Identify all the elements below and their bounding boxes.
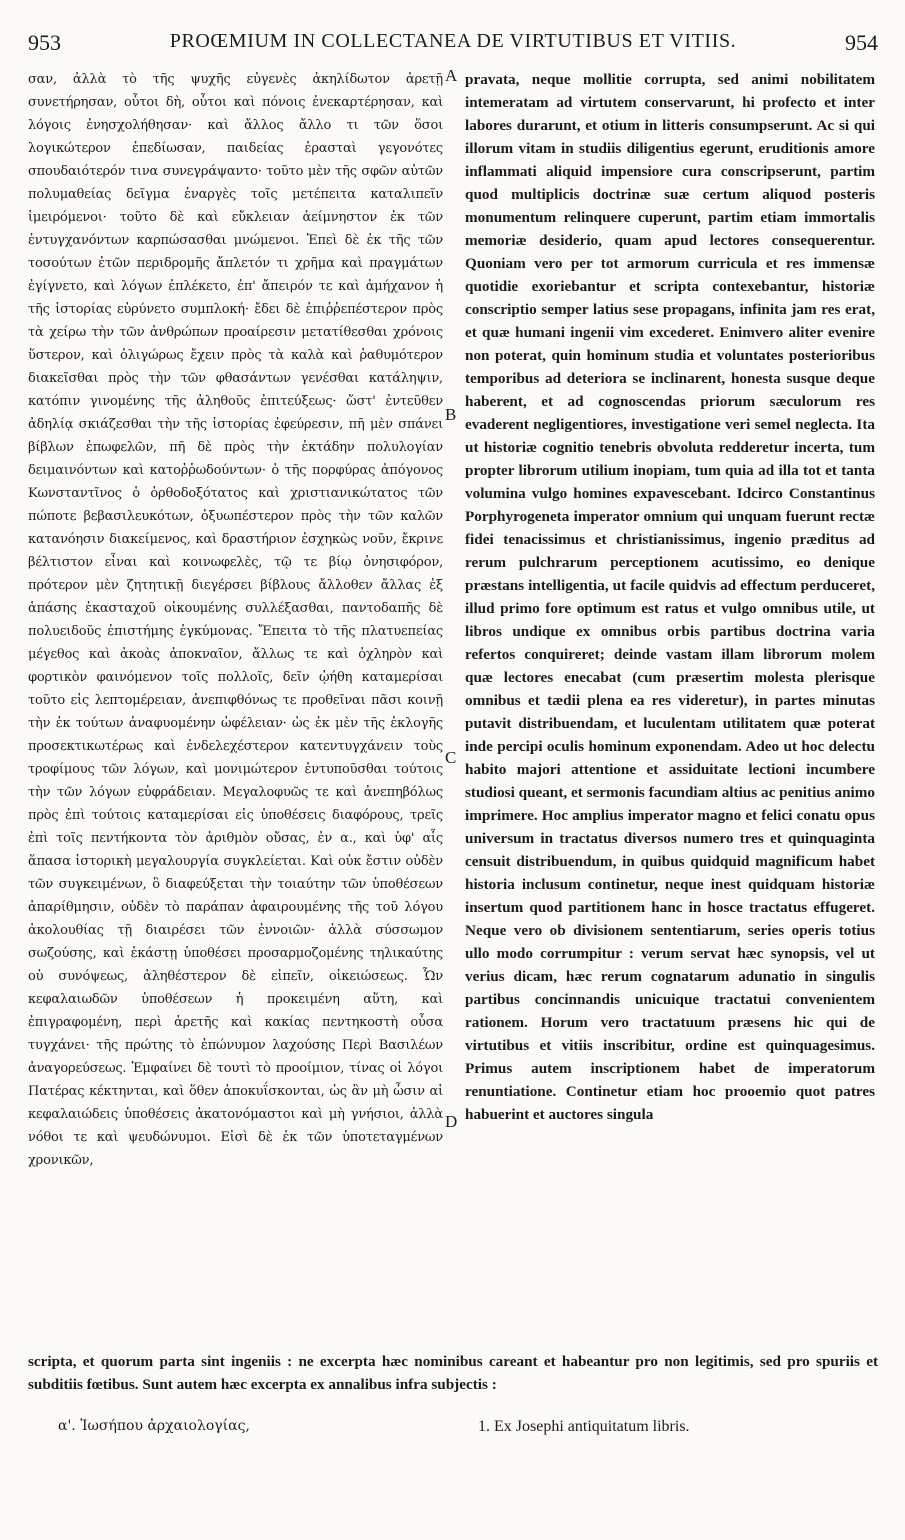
page-number-left: 953: [28, 30, 61, 55]
margin-marker-c: C: [445, 748, 457, 767]
latin-continuation-text: scripta, et quorum parta sint ingeniis : ne excerpta hæc nominibus careant et habeantur pro non legitimis, sed pro spuriis et subditiis fœtibus. Sunt autem hæc excerpta ex annalibus infra subjectis :: [28, 1353, 878, 1393]
latin-list-item: 1. Ex Josephi antiquitatum libris.: [478, 1418, 690, 1435]
greek-list-item: α'. Ἰωσήπου ἀρχαιολογίας,: [58, 1418, 250, 1434]
margin-marker-a: A: [445, 66, 458, 85]
latin-continuation: [28, 1350, 878, 1396]
latin-text-column: [465, 68, 875, 1126]
page-number-right: 954: [845, 30, 878, 55]
margin-marker-b: B: [445, 405, 457, 424]
greek-paragraph: σαν, ἀλλὰ τὸ τῆς ψυχῆς εὐγενὲς ἀκηλίδωτον ἀρετῇ συνετήρησαν, οὗτοι δὴ, οὗτοι καὶ πόνοις ἐνεκαρτέρησαν, καὶ λόγοις ἐνησχολήθησαν· καὶ ἄλλος ἄλλο τι τῶν ὅσοι λογικώτερον ἐπεδίωσαν, παιδείας ἐρασταὶ γεγονότες σπουδαιότερόν τινα συνεγράψαντο· τοῦτο μὲν τῆς σφῶν αὐτῶν πολυμαθείας δεῖγμα ἐναργὲς τοῖς μετέπειτα καταλιπεῖν ἱμειρόμενοι· τοῦτο δὲ καὶ εὔκλειαν ἀείμνηστον ἐκ τῶν ἐντυγχανόντων καρπώσασθαι μνώμενοι. Ἐπεὶ δὲ ἐκ τῆς τῶν τοσούτων ἐτῶν περιδρομῆς ἄπλετόν τι χρῆμα καὶ πραγμάτων ἐγίγνετο, καὶ λόγων ἐπλέκετο, ἐπ' ἄπειρόν τε καὶ ἀμήχανον ἡ τῆς ἱστορίας εὐρύνετο συμπλοκή· ἔδει δὲ ἐπιῤῥεπέστερον πρὸς τὰ χείρω τὴν τῶν ἀνθρώπων προαίρεσιν μετατίθεσθαι χρόνοις ὕστερον, καὶ ὀλιγώρως ἔχειν πρὸς τὰ καλὰ καὶ ῥαθυμότερον διακεῖσθαι πρὸς τὴν τῶν φθασάντων γενέσθαι κατάληψιν, κατόπιν γινομένης τῆς ἀληθοῦς ἐπιτεύξεως· ὥστ' ἐντεῦθεν ἀδηλίᾳ σκιάζεσθαι τὴν τῆς ἱστορίας ἐφεύρεσιν, πῆ μὲν σπάνει βίβλων ἐπωφελῶν, πῆ δὲ πρὸς τὴν ἐκτάδην πολυλογίαν δειμαινόντων καὶ κατοῤῥωδούντων· ὁ τῆς πορφύρας ἀπόγονος Κωνσταντῖνος ὁ ὀρθοδοξότατος καὶ χριστιανικώτατος τῶν πώποτε βεβασιλευκότων, ὀξυωπέστερον πρὸς τὴν τῶν καλῶν κατανόησιν διακείμενος, καὶ δραστήριον ἐσχηκὼς νοῦν, ἔκρινε βέλτιστον εἶναι καὶ κοινωφελὲς, τῷ τε βίῳ ὀνησιφόρον, πρότερον μὲν ζητητικῇ διεγέρσει βίβλους ἄλλοθεν ἄλλας ἐξ ἁπάσης ἑκασταχοῦ οἰκουμένης συλλέξασθαι, παντοδαπῆς δὲ πολυειδοῦς ἐπιστήμης ἐγκύμονας. Ἔπειτα τὸ τῆς πλατυεπείας μέγεθος καὶ ἀκοὰς ἀποκναῖον, ἄλλως τε καὶ ὀχληρὸν καὶ φορτικὸν φαινόμενον τοῖς πολλοῖς, δεῖν ᾠήθη καταμερίσαι τοῦτο εἰς λεπτομέρειαν, ἀνεπιφθόνως τε προθεῖναι πᾶσι κοινῇ τὴν ἐκ τούτων ἀναφυομένην ὠφέλειαν· ὡς ἐκ μὲν τῆς ἐκλογῆς προσεκτικωτέρως καὶ ἐνδελεχέστερον κατεντυγχάνειν τοὺς τροφίμους τῶν λόγων, καὶ μονιμώτερον ἐντυποῦσθαι τούτοις τὴν τῶν λόγων εὐφράδειαν. Μεγαλοφυῶς τε καὶ ἀνεπηβόλως πρὸς ἐπὶ τούτοις καταμερίσαι εἰς ὑποθέσεις διαφόρους, τρεῖς ἐπὶ τοῖς πεντήκοντα τὸν ἀριθμὸν οὔσας, ἐν α., καὶ ὑφ' αἷς ἅπασα ἱστορικὴ μεγαλουργία συγκλείεται. Καὶ οὐκ ἔστιν οὐδὲν τῶν συγκειμένων, ὃ διαφεύξεται τὴν τοιαύτην τῶν ὑποθέσεων ἀπαρίθμησιν, οὐδὲν τὸ παράπαν ἀφαιρουμένης τῆς τοῦ λόγου ἀκολουθίας τῇ διαιρέσει τῶν ἐννοιῶν· ἀλλὰ σύσσωμον σωζούσης, καὶ ἑκάστῃ ὑποθέσει προσαρμοζομένης τηλικαύτης οὐ συνόψεως, ἀληθέστερον δὲ εἰπεῖν, οἰκειώσεως. Ὧν κεφαλαιωδῶν ὑποθέσεων ἡ προκειμένη αὕτη, καὶ ἐπιγραφομένη, περὶ ἀρετῆς καὶ κακίας πεντηκοστὴ οὖσα τυγχάνει· τῆς πρώτης τὸ ἐπώνυμον λαχούσης Περὶ Βασιλέων ἀναγορεύσεως. Ἐμφαίνει δὲ τουτὶ τὸ προοίμιον, τίνας οἱ λόγοι Πατέρας κέκτηνται, καὶ ὅθεν ἀποκυΐσκονται, ὡς ἂν μὴ ὦσιν αἱ κεφαλαιώδεις ὑποθέσεις ἀκατονόμαστοι καὶ μὴ γνήσιοι, ἀλλὰ νόθοι τε καὶ ψευδώνυμοι. Εἰσὶ δὲ ἐκ τῶν ὑποτεταγμένων χρονικῶν,: [28, 72, 443, 1168]
running-header: [28, 30, 878, 60]
latin-paragraph: pravata, neque mollitie corrupta, sed animi nobilitatem intemeratam ad virtutem conservarunt, hi profecto et inter labores durarunt, et otium in litteris consumpserunt. Ac si qui illorum vitam in studiis diligentius egerunt, eruditionis amore inflammati aliquid impensiore cura conscripserunt, partim quod multiplicis doctrinæ suæ certum aliquod posteris monumentum relinquere cuperunt, partim etiam immortalis memoriæ desiderio, quam apud lectores consequerentur. Quoniam vero per tot armorum curricula et res immensæ quotidie exoriebantur et scripta contexebantur, historiæ conscriptio semper latius sese propagans, infinita jam res erat, et quæ humani ingenii vim excederet. Enimvero aliter evenire non poterat, quin hominum studia et voluntates posterioribus temporibus ad deteriora se inclinarent, honesta susque deque haberent, et ad cognoscendas priorum sæculorum res evaderent negligentiores, investigatione veri semel neglecta. Ita ut historiæ cognitio tenebris obvoluta redderetur incerta, tum propter librorum utilium inopiam, tum quia ad illa tot et tanta volumina vulgo homines expavescebant. Idcirco Constantinus Porphyrogeneta imperator omnium qui unquam fuerunt rectæ fidei tenacissimus et christianissimus, ingenio præditus ad rerum pulchrarum perceptionem acutissimo, eo denique præstans intelligentia, ut facile quidvis ad effectum perduceret, illud primo fore optimum est ratus et vulgo omnibus utile, ut libros undique ex omnibus orbis partibus doctrina varia refertos conquireret; deinde vastam illam librorum molem quæ lectores enecabat (cum præsertim molesta plerisque omnibus et tædii plena ea res videretur), in partes minutas putavit distribuendam, et luculentam utilitatem quæ poterat inde percipi oculis hominum exponendam. Adeo ut hoc delectu habito majori attentione et assiduitate lectioni incumbere studiosi queant, et sermonis facundiam altius ac penitius animo imprimere. Hoc amplius imperator magno et felici conatu opus universum in tractatus diversos numero tres et quinquaginta censuit distribuendum, in quibus quidquid magnificum habet historia inclusum continetur, neque inest quidquam historiæ insertum quod partitionem hanc in hosce tractatus effugeret. Neque vero ob divisionem sententiarum, series operis totius ullo modo corrumpitur : verum servat hæc synopsis, vel ut verius dicam, hæc rerum cognatarum adunatio in singulis partibus concinnandis unicuique tractatui convenientem rationem. Horum vero tractatuum præsens hic qui de virtutibus et vitiis inscribitur, ordine est quinquagesimus. Primus autem inscriptionem habet de imperatorum renuntiatione. Continetur etiam hoc prooemio quot patres habuerint et auctores singula: [465, 71, 875, 1123]
margin-marker-d: D: [445, 1112, 458, 1131]
running-title: PROŒMIUM IN COLLECTANEA DE VIRTUTIBUS ET VITIIS.: [169, 30, 737, 52]
greek-text-column: [28, 68, 443, 1172]
